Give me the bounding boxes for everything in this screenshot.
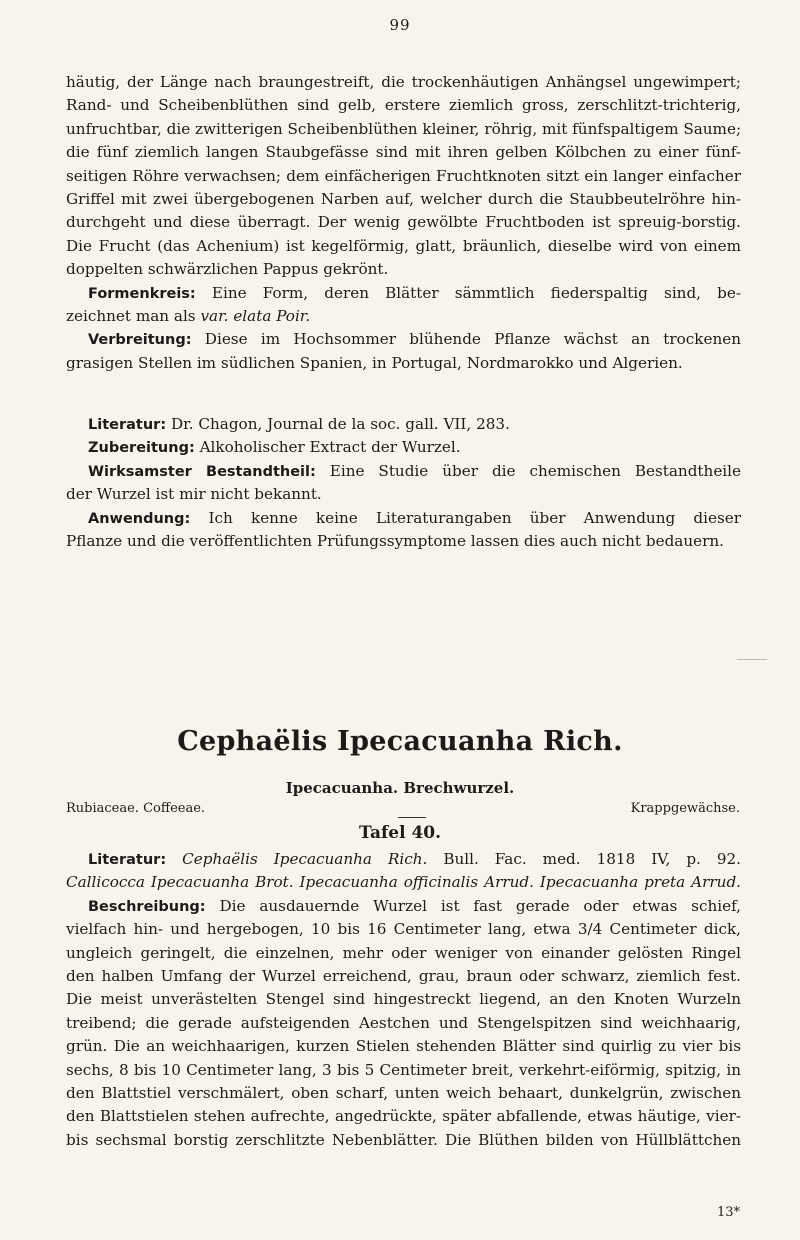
- text-line: den Blattstiel verschmälert, oben scharf, unten weich behaart, dunkelgrün, zwischen: [66, 1083, 741, 1102]
- zubereitung-line: [66, 436, 741, 459]
- literatur-2-species: Cephaëlis Ipecacuanha Rich.: [182, 850, 428, 868]
- wirksamster-text: Eine Studie über die chemischen Bestandtheile: [329, 461, 741, 480]
- literatur-2-label: Literatur:: [88, 852, 167, 868]
- verbreitung-text: Diese im Hochsommer blühende Pflanze wächst an trockenen: [204, 330, 741, 349]
- species-title: Cephaëlis Ipecacuanha Rich.: [177, 726, 623, 757]
- formenkreis-label: Formenkreis:: [88, 285, 196, 302]
- beschreibung-label: Beschreibung:: [88, 898, 206, 915]
- text-line: den halben Umfang der Wurzel erreichend, grau, braun oder schwarz, ziemlich fest.: [66, 966, 741, 985]
- text-line: seitigen Röhre verwachsen; dem einfächerigen Fruchtknoten sitzt ein langer einfacher: [66, 166, 741, 185]
- verbreitung-line-2: grasigen Stellen im südlichen Spanien, in Portugal, Nordmarokko und Algerien.: [66, 353, 683, 372]
- text-line: Griffel mit zwei übergebogenen Narben auf, welcher durch die Staubbeutelröhre hin-: [66, 189, 741, 208]
- page-number: 99: [389, 16, 411, 34]
- text-line: die fünf ziemlich langen Staubgefässe sind mit ihren gelben Kölbchen zu einer fünf-: [66, 143, 741, 162]
- literatur-line: [66, 413, 741, 436]
- wirksamster-line-2: der Wurzel ist mir nicht bekannt.: [66, 485, 322, 504]
- text-line: häutig, der Länge nach braungestreift, die trockenhäutigen Anhängsel ungewimpert;: [66, 73, 741, 91]
- literatur-2-line: [66, 848, 741, 871]
- text-line: bis sechsmal borstig zerschlitzte Nebenblätter. Die Blüthen bilden von Hüllblättchen: [66, 1130, 741, 1149]
- family-german-name: Krappgewächse.: [630, 801, 740, 816]
- text-line: treibend; die gerade aufsteigenden Aestchen und Stengelspitzen sind weichhaarig,: [66, 1013, 741, 1032]
- verbreitung-line: [66, 328, 741, 351]
- text-fragment: vielfach hin- und hergebogen, 10 bis 16 Centimeter lang, etwa: [66, 920, 578, 939]
- text-line: ungleich geringelt, die einzelnen, mehr oder weniger von einander gelösten Ringel: [66, 943, 741, 962]
- family-name: Rubiaceae. Coffeeae.: [66, 801, 206, 816]
- text-line: Rand- und Scheibenblüthen sind gelb, erstere ziemlich gross, zerschlitzt-trichterig,: [66, 96, 741, 115]
- text-line: doppelten schwärzlichen Pappus gekrönt.: [66, 260, 389, 279]
- variety-name: var. elata Poir.: [200, 306, 311, 325]
- upper-text-block: [66, 71, 741, 553]
- anwendung-label: Anwendung:: [88, 510, 191, 527]
- verbreitung-label: Verbreitung:: [88, 332, 192, 349]
- text-line: sechs, 8 bis 10 Centimeter lang, 3 bis 5 Centimeter breit, verkehrt-eiförmig, spitzig, in: [66, 1060, 741, 1079]
- literatur-label: Literatur:: [88, 417, 167, 434]
- zubereitung-text: Alkoholischer Extract der Wurzel.: [199, 438, 461, 457]
- text-line: unfruchtbar, die zwitterigen Scheibenblüthen kleiner, röhrig, mit fünfspaltigem Saume;: [66, 119, 741, 138]
- text-line: den Blattstielen stehen aufrechte, angedrückte, später abfallende, etwas häutige, vier-: [66, 1107, 741, 1126]
- formenkreis-line: [66, 282, 741, 305]
- section-gap: [66, 375, 741, 413]
- anwendung-line: [66, 507, 741, 530]
- faint-dash-mark: [737, 659, 767, 660]
- lower-text-block: [66, 848, 741, 1152]
- plate-number: Tafel 40.: [358, 823, 442, 843]
- text-line: durchgeht und diese überragt. Der wenig gewölbte Fruchtboden ist spreuig-borstig.: [66, 213, 741, 232]
- species-synonyms: Ipecacuanha. Brechwurzel.: [285, 779, 515, 797]
- formenkreis-text: Eine Form, deren Blätter sämmtlich fiederspaltig sind, be-: [211, 283, 741, 302]
- anwendung-text: Ich kenne keine Literaturangaben über Anwendung dieser: [208, 508, 741, 527]
- wirksamster-label: Wirksamster Bestandtheil:: [88, 463, 316, 480]
- literatur-text: Dr. Chagon, Journal de la soc. gall. VII, 283.: [170, 415, 510, 434]
- text-line: Die meist unverästelten Stengel sind hingestreckt liegend, an den Knoten Wurzeln: [66, 990, 741, 1009]
- literatur-2-ref: Bull. Fac. med. 1818 IV, p. 92.: [427, 850, 741, 868]
- beschreibung-text: Die ausdauernde Wurzel ist fast gerade oder etwas schief,: [219, 896, 741, 915]
- text-line: Die Frucht (das Achenium) ist kegelförmig, glatt, bräunlich, dieselbe wird von einem: [66, 236, 741, 255]
- anwendung-line-2: Pflanze und die veröffentlichten Prüfungssymptome lassen dies auch nicht bedauern.: [66, 532, 724, 551]
- wirksamster-line: [66, 460, 741, 483]
- formenkreis-text-2: zeichnet man als: [66, 306, 201, 325]
- divider: [398, 817, 426, 818]
- formenkreis-line-2: [66, 305, 741, 328]
- literatur-2-synonyms: Callicocca Ipecacuanha Brot. Ipecacuanha officinalis Arrud. Ipecacuanha preta Arrud.: [66, 873, 741, 892]
- fraction: 3/4: [577, 920, 603, 939]
- signature-mark: 13*: [716, 1205, 740, 1220]
- beschreibung-line-2: [66, 918, 741, 941]
- zubereitung-label: Zubereitung:: [88, 440, 195, 457]
- text-line: grün. Die an weichhaarigen, kurzen Stielen stehenden Blätter sind quirlig zu vier bis: [66, 1037, 741, 1056]
- text-fragment: Centimeter dick,: [602, 920, 741, 939]
- beschreibung-line: [66, 895, 741, 918]
